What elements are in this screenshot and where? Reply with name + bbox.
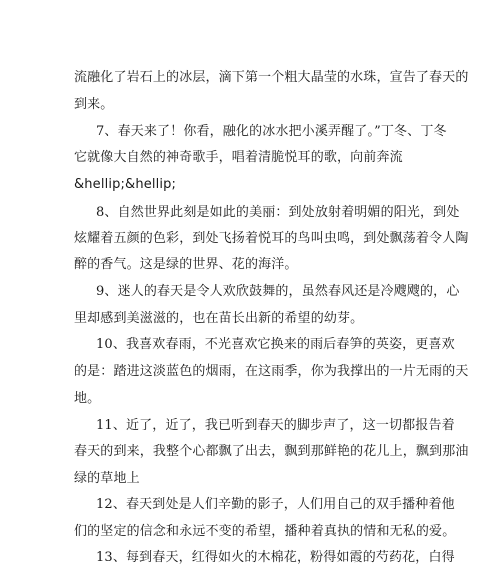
text-line: 流融化了岩石上的冰层，滴下第一个粗大晶莹的水珠，宣告了春天的 — [74, 70, 469, 85]
text-line: 10、我喜欢春雨，不光喜欢它换来的雨后春笋的英姿，更喜欢 — [96, 337, 455, 352]
text-line: 12、春天到处是人们辛勤的影子，人们用自己的双手播种着他 — [96, 497, 455, 512]
text-line: 的是：踏进这淡蓝色的烟雨，在这雨季，你为我撑出的一片无雨的天 — [74, 364, 469, 379]
text-line: 11、近了，近了，我已听到春天的脚步声了，这一切都报告着 — [96, 418, 455, 433]
text-line: 7、春天来了！你看，融化的冰水把小溪弄醒了。”丁冬、丁冬 — [96, 124, 447, 139]
text-line: 里却感到美滋滋的，也在苗长出新的希望的幼芽。 — [74, 311, 364, 326]
text-line: 13、每到春天，红得如火的木棉花，粉得如霞的芍药花，白得 — [96, 550, 455, 565]
text-line: 春天的到来，我整个心都飘了出去，飘到那鲜艳的花儿上，飘到那油 — [74, 444, 469, 459]
text-line: 8、自然世界此刻是如此的美丽：到处放射着明媚的阳光，到处 — [96, 205, 460, 220]
text-line: 们的坚定的信念和永远不变的希望，播种着真执的情和无私的爱。 — [74, 524, 456, 539]
text-line: 绿的草地上 — [74, 471, 140, 486]
text-line: 9、迷人的春天是令人欢欣鼓舞的，虽然春风还是冷飕飕的，心 — [96, 284, 460, 299]
text-line: 醉的香气。这是绿的世界、花的海洋。 — [74, 257, 298, 272]
text-line: 到来。 — [74, 97, 114, 112]
text-line: 它就像大自然的神奇歌手，唱着清脆悦耳的歌，向前奔流 — [74, 150, 403, 165]
text-line: 地。 — [74, 391, 101, 406]
text-line: &hellip;&hellip; — [74, 177, 177, 192]
text-line: 炫耀着五颜的色彩，到处飞扬着悦耳的鸟叫虫鸣，到处飘荡着令人陶 — [74, 231, 469, 246]
